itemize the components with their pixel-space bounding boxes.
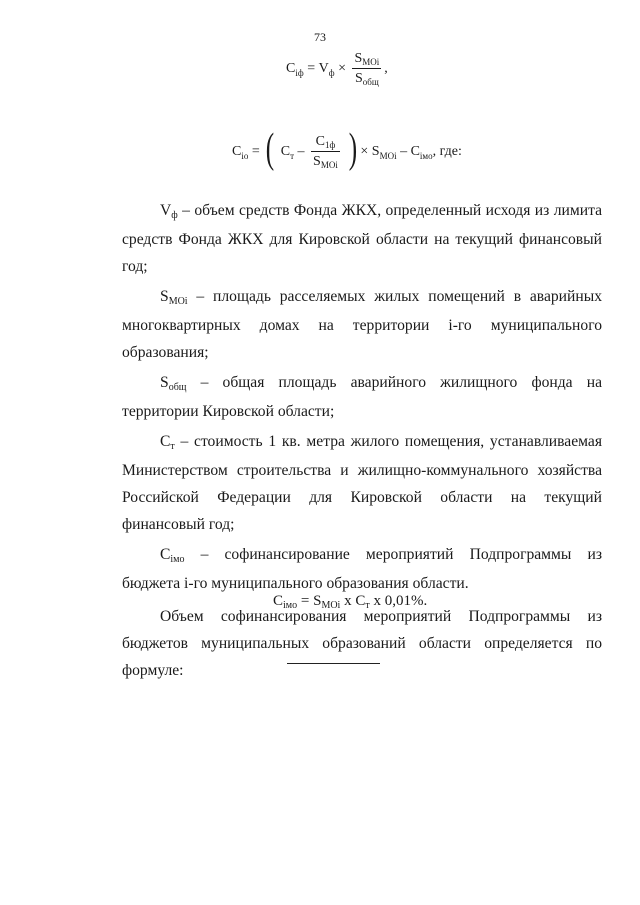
- fraction-numerator: $C_{1ф}$: [311, 135, 340, 152]
- formula-fraction: [311, 135, 340, 169]
- formula-trail: ,: [384, 61, 388, 77]
- definition-v-f: Vф – объем средств Фонда ЖКХ, определенный исходя из лимита средств Фонда ЖКХ для Кировской области на текущий финансовый год;: [122, 202, 602, 275]
- right-paren: ): [349, 126, 358, 172]
- formula-c-io: [232, 126, 462, 173]
- formula-times: ×: [360, 144, 369, 160]
- formula-lhs: $C_{io}$: [232, 144, 249, 162]
- definition-c-imo: Ciмо – софинансирование мероприятий Подпрограммы из бюджета i-го муниципального образования области.: [122, 546, 602, 592]
- formula-c-imo: $C_{iмо} = S_{MOi}$ х $C_т$ х 0,01%.: [273, 593, 428, 611]
- formula-eq: =: [251, 144, 260, 160]
- formula-s: $S_{MOi}$: [371, 144, 397, 162]
- fraction-denominator: $S_{MOi}$: [313, 154, 338, 170]
- definition-s-obsh: Sобщ – общая площадь аварийного жилищного фонда на территории Кировской области;: [122, 374, 602, 420]
- left-paren: (: [266, 126, 275, 172]
- formula-lhs: $C_{iф}$: [286, 61, 304, 79]
- page-number: 73: [314, 30, 326, 44]
- formula-trail: , где:: [432, 144, 462, 160]
- formula-ct: $C_т$: [280, 144, 295, 162]
- fraction-denominator: $S_{общ}$: [354, 71, 379, 87]
- formula-c-if: [286, 52, 388, 86]
- formula-minus2: –: [400, 144, 408, 160]
- closing-paragraph: Объем софинансирования мероприятий Подпрограммы из бюджетов муниципальных образований области определяется по формуле:: [122, 608, 602, 679]
- fraction-numerator: $S_{MOi}$: [354, 51, 380, 67]
- formula-v: $V_ф$: [318, 61, 335, 79]
- formula-times: ×: [338, 61, 346, 77]
- formula-cimo: $C_{iмо}$: [410, 144, 433, 162]
- end-divider-line: [287, 663, 380, 664]
- definitions-block: [122, 197, 602, 684]
- definition-c-t: Cт – стоимость 1 кв. метра жилого помещения, устанавливаемая Министерством строительства и жилищно-коммунального хозяйства Российской Федерации для Кировской области на текущий финансовый год;: [122, 433, 602, 533]
- formula-fraction: [352, 52, 381, 86]
- formula-minus: –: [297, 144, 305, 160]
- formula-eq: =: [307, 61, 316, 77]
- definition-s-moi: SMOi – площадь расселяемых жилых помещений в аварийных многоквартирных домах на территории i-го муниципального образования;: [122, 288, 602, 361]
